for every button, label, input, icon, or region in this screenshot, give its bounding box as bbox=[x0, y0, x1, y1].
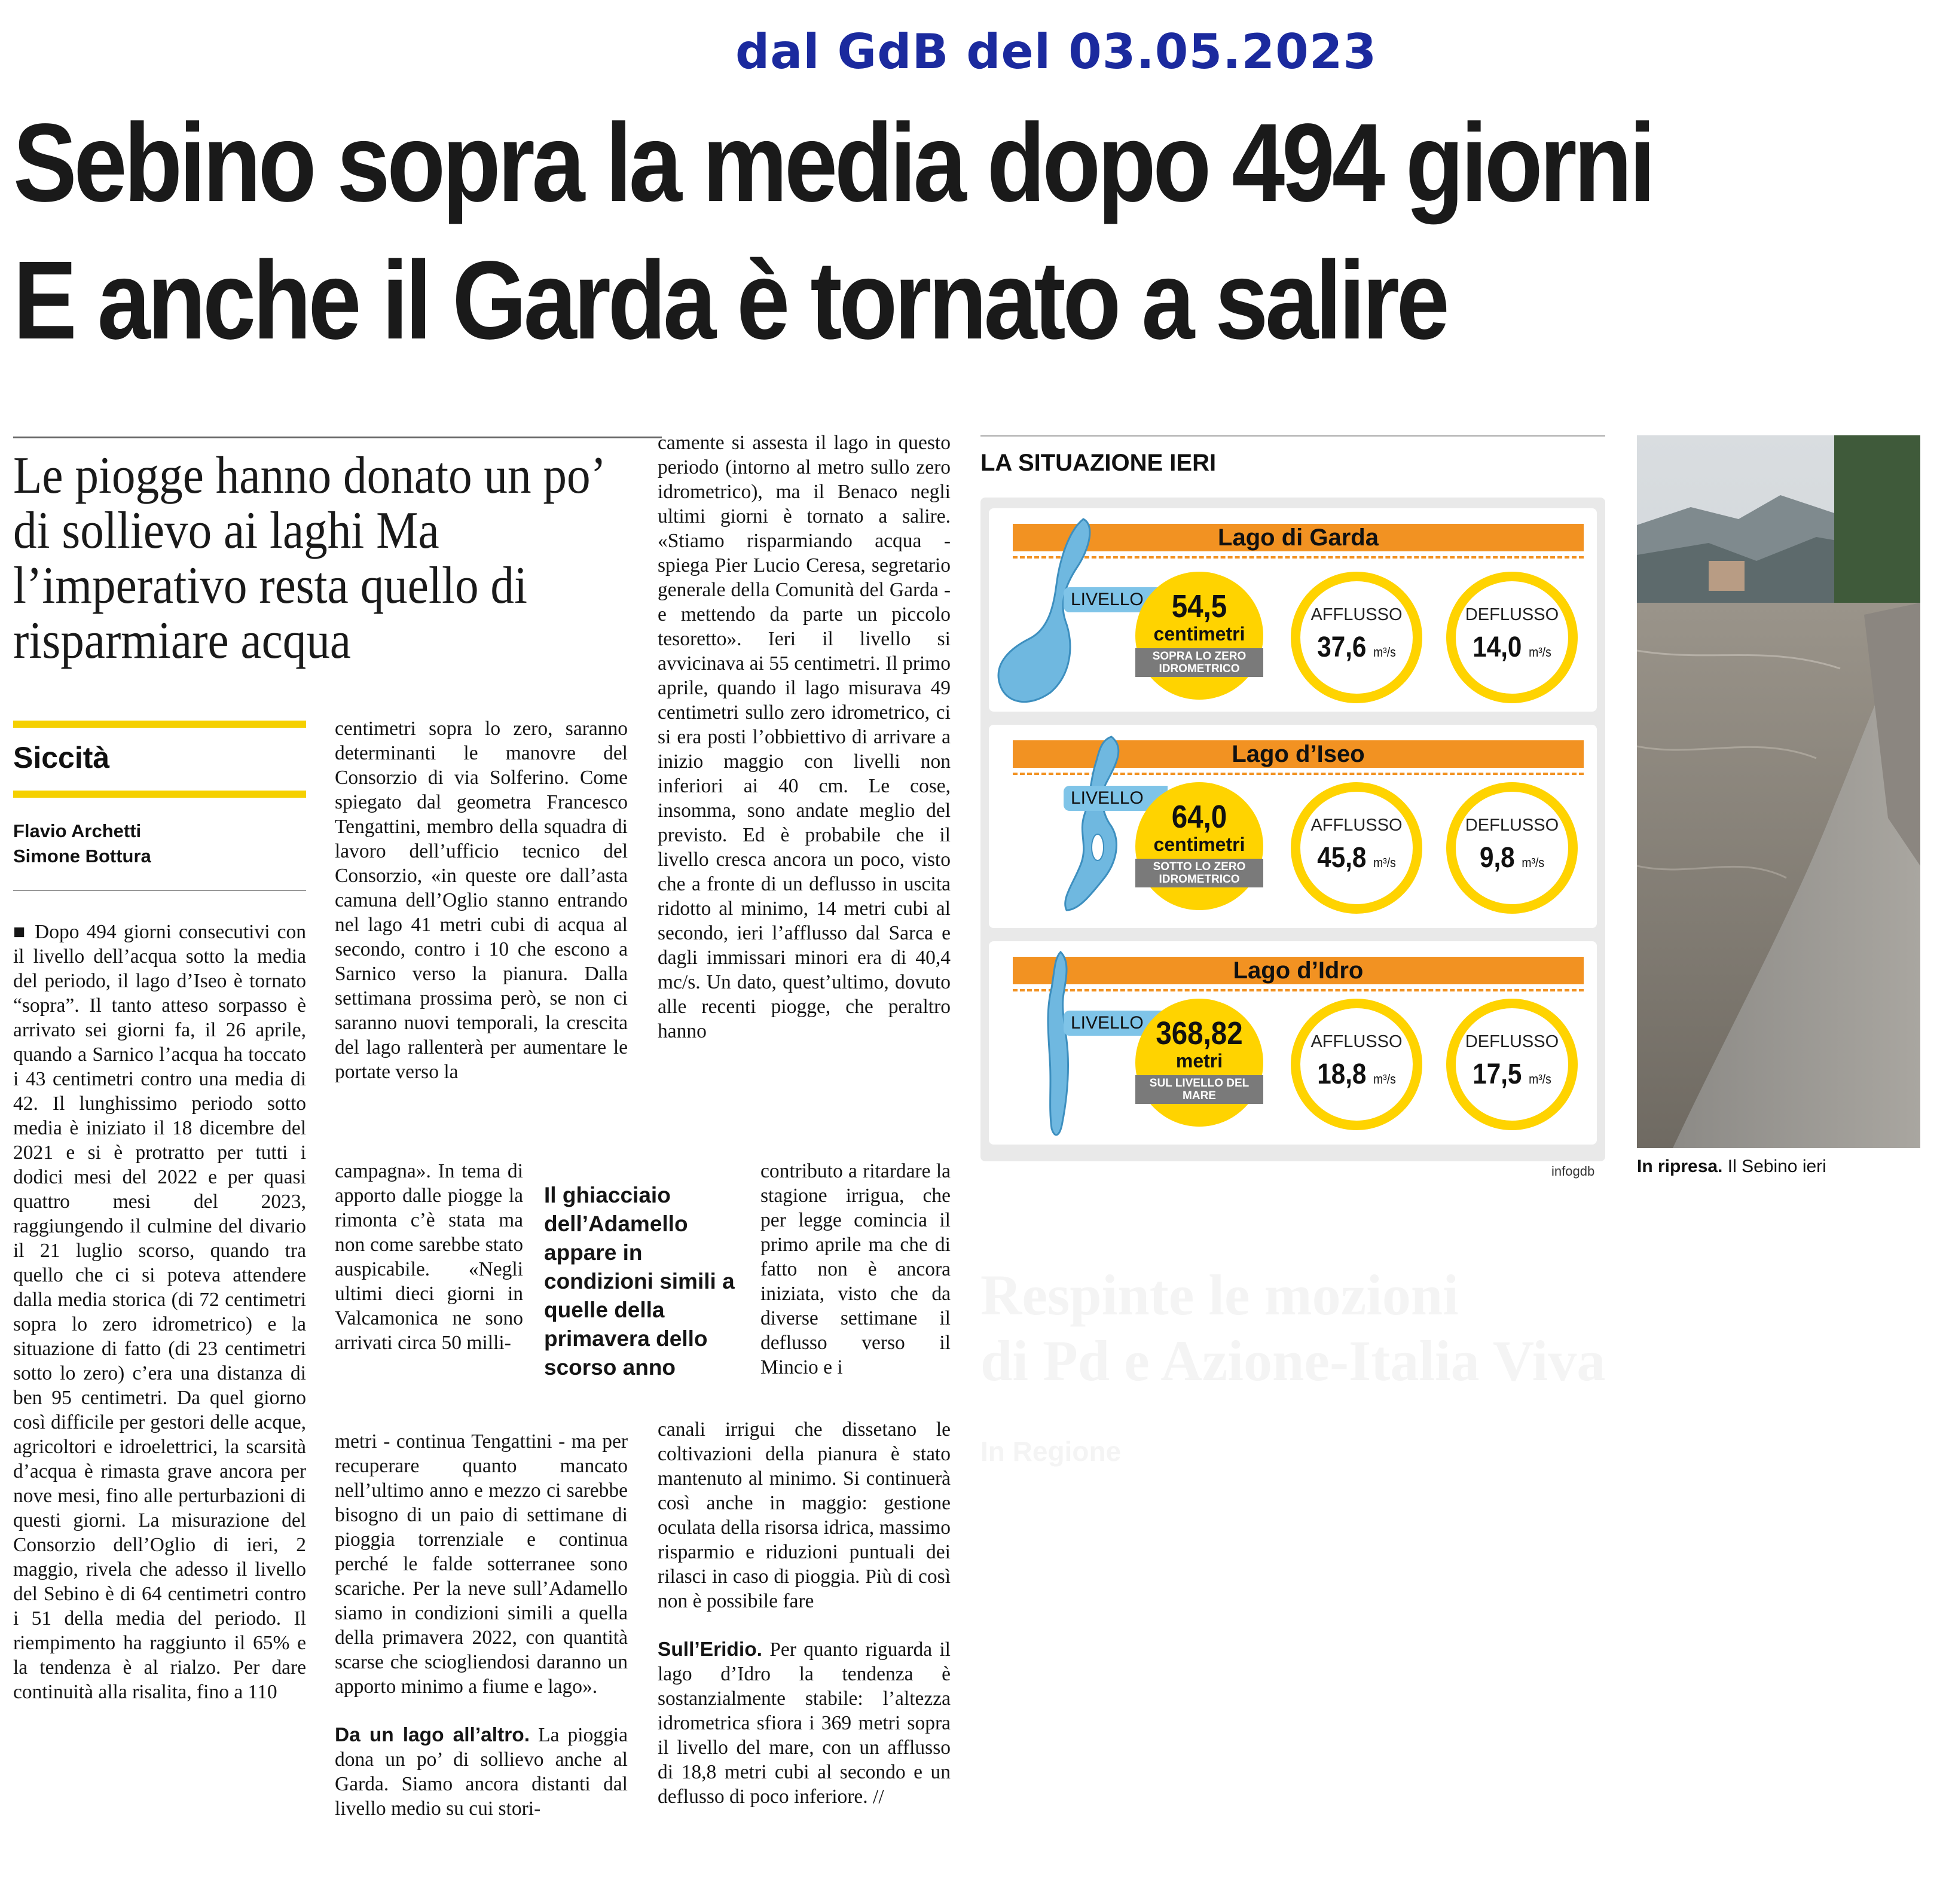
level-value-idro: 368,82 bbox=[1156, 1015, 1243, 1051]
level-badge-iseo bbox=[1135, 782, 1263, 910]
inflow-value-iseo: 45,8 bbox=[1317, 842, 1367, 874]
body-col2-para-a: centimetri sopra lo zero, saranno determinanti le manovre del Consorzio di via Solferino. Come spiegato dal geometra Francesco Tengattini, membro della squadra di lavoro dell’ufficio tecnico del Consorzio, «in queste ore dall’asta camuna dell’Oglio stanno entrando nel lago 41 metri cubi di acqua al secondo, contro i 10 che escono a Sarnico verso la pianura. Dalla settimana prossima però, se non ci saranno nuovi temporali, la crescita del lago rallenterà per aumentare le portate verso la bbox=[335, 718, 628, 1083]
author-1: Flavio Archetti bbox=[13, 820, 142, 841]
level-value-iseo: 64,0 bbox=[1171, 799, 1227, 835]
body-column-2-narrow bbox=[335, 1159, 523, 1355]
lake-photo bbox=[1637, 435, 1920, 1148]
level-unit-garda: centimetri bbox=[1153, 623, 1245, 645]
idro-lake-map-icon bbox=[1025, 946, 1096, 1143]
level-badge-idro bbox=[1135, 999, 1263, 1127]
inflow-unit-garda: m³/s bbox=[1373, 645, 1396, 660]
inflow-label-idro: AFFLUSSO bbox=[1310, 1032, 1403, 1051]
outflow-unit-garda: m³/s bbox=[1529, 645, 1551, 660]
outflow-unit-iseo: m³/s bbox=[1522, 855, 1545, 870]
body-col2-para-b: campagna». In tema di apporto dalle piogge la rimonta c’è stata ma non come sarebbe stato auspicabile. «Negli ultimi dieci giorni in Valcamonica ne sono arrivati circa 50 milli- bbox=[335, 1160, 523, 1354]
inflow-label-garda: AFFLUSSO bbox=[1310, 605, 1403, 624]
infographic-top-rule bbox=[980, 435, 1605, 437]
sebino-photo-image bbox=[1637, 435, 1920, 1148]
kicker-top-bar bbox=[13, 721, 306, 728]
body-col3-para-a: camente si assesta il lago in questo periodo (intorno al metro sullo zero idrometrico), ma il Benaco negli ultimi giorni è tornato a salire. «Stiamo risparmiando acqua - spiega Pier Lucio Ceresa, segretario generale della Comunità del Garda - e mettendo da parte un piccolo tesoretto». Ieri il livello si avvicinava ai 55 centimetri. Il primo aprile, quando il lago misurava 49 centimetri sullo zero idrometrico, ci si era posti l’obbiettivo di arrivare a inizio maggio con livelli non inferiori ai 40 cm. Le cose, insomma, sono andate meglio del previsto. Ed è probabile che il livello cresca ancora un poco, visto che a fronte di un deflusso in uscita ridotto al minimo, 14 metri cubi al secondo, ieri l’afflusso dal Sarca e dagli immissari minori era di 40,4 mc/s. Un dato, quest’ultimo, dovuto alle recenti piogge, che peraltro hanno bbox=[658, 432, 951, 1042]
photo-caption-lead: In ripresa. bbox=[1637, 1157, 1723, 1176]
lake-name-garda: Lago di Garda bbox=[1013, 524, 1584, 551]
level-value-garda: 54,5 bbox=[1171, 588, 1227, 624]
inflow-unit-iseo: m³/s bbox=[1373, 855, 1396, 870]
body-column-2-lower bbox=[335, 1429, 628, 1821]
body-col2-para-c: metri - continua Tengattini - ma per recuperare quanto mancato nell’ultimo anno e mezzo ci sarebbe bisogno di un paio di settimane di pioggia torrenziale e continua perché le falde sotterranee sono scariche. Per la neve sull’Adamello siamo in condizioni simili a quella della primavera 2022, con quantità scarse che sciogliendosi daranno un apporto minimo a fiume e lago». bbox=[335, 1430, 628, 1698]
outflow-value-garda: 14,0 bbox=[1473, 631, 1522, 663]
inflow-ring-iseo bbox=[1291, 782, 1422, 914]
kicker-bottom-bar bbox=[13, 791, 306, 798]
body-col3-para-b: contributo a ritardare la stagione irrigua, che per legge comincia il primo aprile ma che di fatto non è ancora iniziata, visto che da diverse settimane il deflusso verso il Mincio e i bbox=[760, 1160, 951, 1378]
inflow-ring-idro bbox=[1291, 999, 1422, 1130]
body-col3-para-d bbox=[658, 1637, 951, 1809]
body-col3-para-c: canali irrigui che dissetano le coltivazioni della pianura è stato mantenuto al minimo. Si continuerà così anche in maggio: gestione oculata della risorsa idrica, massimo risparmio e riduzioni puntuali dei rilasci in caso di pioggia. Più di così non è possibile fare bbox=[658, 1418, 951, 1612]
lake-name-iseo: Lago d’Iseo bbox=[1013, 740, 1584, 768]
photo-caption bbox=[1637, 1157, 1826, 1177]
level-label-idro: LIVELLO bbox=[1064, 1011, 1168, 1036]
infographic-panel bbox=[980, 498, 1605, 1161]
infographic-title: LA SITUAZIONE IERI bbox=[980, 450, 1217, 476]
outflow-value-idro: 17,5 bbox=[1473, 1058, 1522, 1090]
iseo-lake-map-icon bbox=[1055, 731, 1144, 922]
outflow-label-idro: DEFLUSSO bbox=[1465, 1032, 1559, 1051]
level-badge-garda bbox=[1135, 572, 1263, 700]
outflow-ring-iseo bbox=[1446, 782, 1578, 914]
lake-name-idro: Lago d’Idro bbox=[1013, 957, 1584, 984]
inflow-unit-idro: m³/s bbox=[1373, 1072, 1396, 1087]
body-col2-para-d bbox=[335, 1723, 628, 1821]
ghost-kicker: In Regione bbox=[980, 1436, 1122, 1467]
body-column-3-lower bbox=[658, 1417, 951, 1809]
inflow-ring-garda bbox=[1291, 572, 1422, 703]
section-lead-garda: Da un lago all’altro. bbox=[335, 1724, 530, 1746]
body-col2-para-d-text: La pioggia dona un po’ di sollievo anche al Garda. Siamo ancora distanti dal livello medio su cui stori- bbox=[335, 1724, 628, 1820]
ghost-title-line-2: di Pd e Azione-Italia Viva bbox=[980, 1329, 1606, 1393]
outflow-label-iseo: DEFLUSSO bbox=[1465, 816, 1559, 835]
inflow-value-idro: 18,8 bbox=[1317, 1058, 1367, 1090]
outflow-label-garda: DEFLUSSO bbox=[1465, 605, 1559, 624]
author-2: Simone Bottura bbox=[13, 846, 151, 866]
photo-caption-text: Il Sebino ieri bbox=[1722, 1157, 1826, 1176]
level-unit-idro: metri bbox=[1175, 1050, 1223, 1072]
level-unit-iseo: centimetri bbox=[1153, 834, 1245, 855]
headline-line-1: Sebino sopra la media dopo 494 giorni bbox=[13, 101, 1653, 225]
level-ref-iseo: SOTTO LO ZERO IDROMETRICO bbox=[1135, 859, 1263, 887]
outflow-ring-idro bbox=[1446, 999, 1578, 1130]
body-col3-para-d-text: Per quanto riguarda il lago d’Idro la tendenza è sostanzialmente stabile: l’altezza idrometrica sfiora i 369 metri sopra il livello del mare, con un afflusso di 18,8 metri cubi al secondo e un deflusso di poco inferiore. // bbox=[658, 1638, 951, 1808]
kicker: Siccità bbox=[13, 741, 110, 774]
dashes-idro bbox=[1013, 989, 1584, 995]
lake-card-garda bbox=[989, 508, 1597, 712]
body-paragraph-1: ■ Dopo 494 giorni consecutivi con il livello dell’acqua sotto la media del periodo, il lago d’Iseo è tornato “sopra”. Il tanto atteso sorpasso è arrivato sei giorni fa, il 26 aprile, quando a Sarnico l’acqua ha toccato i 43 centimetri contro una media di 42. Il lunghissimo periodo sotto media è iniziato il 18 dicembre del 2021 e si è protratto per tutti i dodici mesi del 2022 e per quasi quattro mesi del 2023, raggiungendo il culmine del divario il 21 luglio scorso, quando tra quello che ci si poteva attendere dalla media storica (di 72 centimetri sopra lo zero idrometrico) e la situazione di fatto (di 23 centimetri sotto lo zero) c’era una distanza di ben 95 centimetri. Da quel giorno così difficile per gestori delle acque, agricoltori e idroelettrici, la scarsità d’acqua è rimasta grave ancora per nove mesi, fino alle perturbazioni di questi giorni. La misurazione del Consorzio dell’Oglio di ieri, 2 maggio, rivela che adesso il livello del Sebino è di 64 centimetri contro i 51 della media del periodo. Il riempimento ha raggiunto il 65% e la tendenza è al rialzo. Per dare continuità alla risalita, fino a 110 bbox=[13, 921, 306, 1703]
level-label-iseo: LIVELLO bbox=[1064, 786, 1168, 811]
infographic-credit: infogdb bbox=[1551, 1164, 1595, 1179]
body-column-3 bbox=[658, 431, 951, 1043]
outflow-ring-garda bbox=[1446, 572, 1578, 703]
byline-rule bbox=[13, 890, 306, 891]
source-line: dal GdB del 03.05.2023 bbox=[735, 24, 1377, 80]
outflow-value-iseo: 9,8 bbox=[1479, 842, 1515, 874]
subheadline: Le piogge hanno donato un po’ di sollievo ai laghi Ma l’imperativo resta quello di risparmiare acqua bbox=[13, 447, 603, 670]
lake-card-idro bbox=[989, 941, 1597, 1145]
lake-card-iseo bbox=[989, 725, 1597, 928]
headline-line-2: E anche il Garda è tornato a salire bbox=[13, 239, 1447, 362]
outflow-unit-idro: m³/s bbox=[1529, 1072, 1551, 1087]
section-lead-idro: Sull’Eridio. bbox=[658, 1638, 762, 1661]
level-ref-idro: SUL LIVELLO DEL MARE bbox=[1135, 1075, 1263, 1104]
level-ref-garda: SOPRA LO ZERO IDROMETRICO bbox=[1135, 648, 1263, 677]
inflow-value-garda: 37,6 bbox=[1317, 631, 1367, 663]
body-column-2 bbox=[335, 716, 628, 1084]
body-column-3-narrow bbox=[760, 1159, 951, 1380]
ghost-title-line-1: Respinte le mozioni bbox=[980, 1263, 1459, 1327]
body-column-1 bbox=[13, 920, 306, 1704]
level-label-garda: LIVELLO bbox=[1064, 587, 1168, 612]
subhead-rule bbox=[13, 437, 662, 438]
pull-quote: Il ghiacciaio dell’Adamello appare in condizioni simili a quelle della primavera dello scorso anno bbox=[544, 1183, 735, 1380]
inflow-label-iseo: AFFLUSSO bbox=[1310, 816, 1403, 835]
